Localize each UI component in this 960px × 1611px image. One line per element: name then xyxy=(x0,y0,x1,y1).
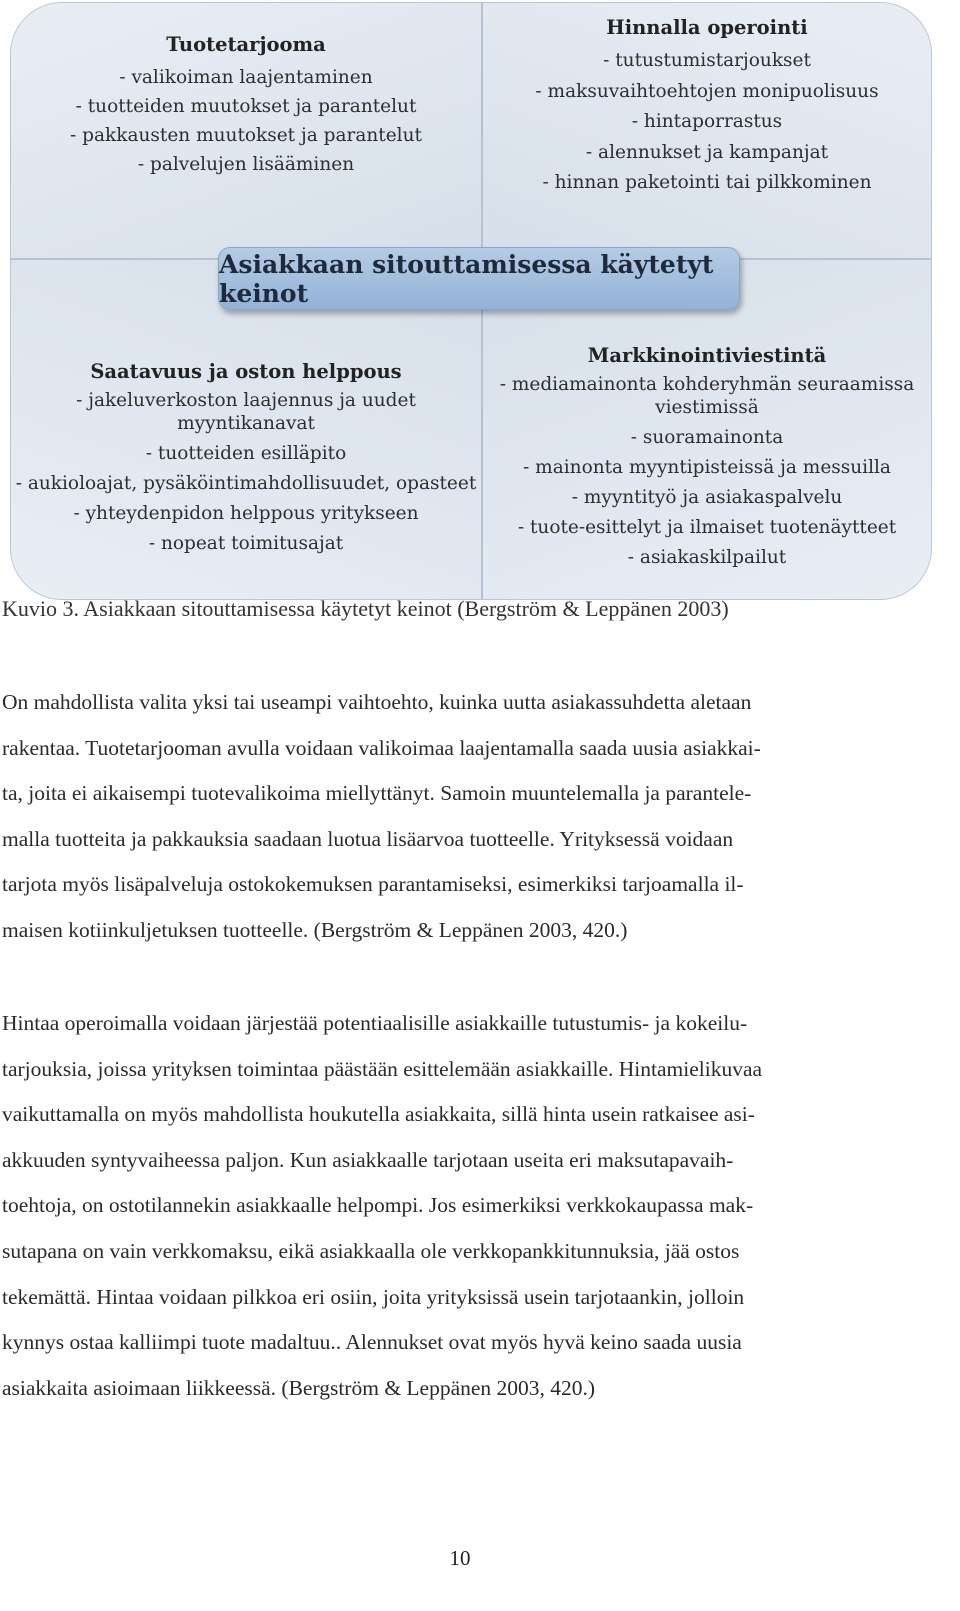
list-item: - aukioloajat, pysäköintimahdollisuudet, opasteet xyxy=(15,472,477,494)
list-item: - alennukset ja kampanjat xyxy=(585,141,829,163)
text-line: tarjouksia, joissa yrityksen toimintaa päästään esittelemään asiakkaille. Hintamielikuvaa xyxy=(2,1056,763,1081)
text-line: maisen kotiinkuljetuksen tuotteelle. (Bergström & Leppänen 2003, 420.) xyxy=(2,917,628,942)
page-number: 10 xyxy=(449,1546,471,1570)
text-line: tekemättä. Hintaa voidaan pilkkoa eri osiin, joita yrityksissä usein tarjotaankin, jolloin xyxy=(2,1284,745,1309)
list-item: - mainonta myyntipisteissä ja messuilla xyxy=(523,456,891,478)
list-item: - myyntityö ja asiakaspalvelu xyxy=(571,487,843,509)
list-item: - maksuvaihtoehtojen monipuolisuus xyxy=(535,80,879,102)
list-item: - pakkausten muutokset ja parantelut xyxy=(70,125,422,147)
paragraph xyxy=(2,680,902,954)
list-item: - mediamainonta kohderyhmän seuraamissa viestimissä xyxy=(499,374,915,418)
text-line: akkuuden syntyvaiheessa paljon. Kun asiakkaalle tarjotaan useita eri maksutapavaih- xyxy=(2,1147,734,1172)
text-line: Hintaa operoimalla voidaan järjestää potentiaalisille asiakkaille tutustumis- ja kokeilu- xyxy=(2,1011,748,1035)
list-item: - tuotteiden esilläpito xyxy=(145,442,347,464)
list-item: - suoramainonta xyxy=(630,426,784,448)
diagram xyxy=(10,2,932,600)
list-item: - tutustumistarjoukset xyxy=(603,50,811,72)
list-item: - jakeluverkoston laajennus ja uudet myyntikanavat xyxy=(76,390,416,434)
quadrant-title: Saatavuus ja oston helppous xyxy=(90,360,402,383)
text-line: ta, joita ei aikaisempi tuotevalikoima miellyttänyt. Samoin muuntelemalla ja parantele- xyxy=(2,781,752,806)
list-item: - asiakaskilpailut xyxy=(627,547,787,569)
text-line: tarjota myös lisäpalveluja ostokokemuksen parantamiseksi, esimerkiksi tarjoamalla il- xyxy=(2,872,744,897)
list-item: - hinnan paketointi tai pilkkominen xyxy=(542,172,872,194)
figure-caption: Kuvio 3. Asiakkaan sitouttamisessa käytetyt keinot (Bergström & Leppänen 2003) xyxy=(2,596,729,621)
list-item: - valikoiman laajentaminen xyxy=(119,66,373,88)
text-line: vaikuttamalla on myös mahdollista houkutella asiakkaita, sillä hinta usein ratkaisee asi- xyxy=(2,1102,755,1127)
center-label: Asiakkaan sitouttamisessa käytetyt keinot xyxy=(218,247,740,310)
text-line: rakentaa. Tuotetarjooman avulla voidaan valikoimaa laajentamalla saada uusia asiakkai- xyxy=(2,735,761,760)
list-item: - yhteydenpidon helppous yritykseen xyxy=(73,503,419,525)
list-item: - palvelujen lisääminen xyxy=(137,154,355,176)
list-item: - tuotteiden muutokset ja parantelut xyxy=(75,96,417,118)
list-item: - hintaporrastus xyxy=(631,111,783,133)
quadrant-title: Tuotetarjooma xyxy=(166,33,326,56)
text-line: On mahdollista valita yksi tai useampi vaihtoehto, kuinka uutta asiakassuhdetta aletaan xyxy=(2,690,752,714)
list-item: - tuote-esittelyt ja ilmaiset tuotenäytteet xyxy=(517,517,897,539)
text-line: kynnys ostaa kalliimpi tuote madaltuu.. Alennukset ovat myös hyvä keino saada uusia xyxy=(2,1330,742,1355)
text-line: sutapana on vain verkkomaksu, eikä asiakkaalla ole verkkopankkitunnuksia, jää ostos xyxy=(2,1238,740,1263)
text-line: malla tuotteita ja pakkauksia saadaan luotua lisäarvoa tuotteelle. Yrityksessä voidaan xyxy=(2,826,734,851)
quadrant-title: Hinnalla operointi xyxy=(606,16,808,39)
quadrant-product-offering xyxy=(11,3,481,258)
quadrant-availability xyxy=(11,260,481,599)
list-item: - nopeat toimitusajat xyxy=(148,533,344,555)
quadrant-pricing xyxy=(483,3,931,258)
quadrant-title: Markkinointiviestintä xyxy=(587,344,827,367)
text-line: asiakkaita asioimaan liikkeessä. (Bergström & Leppänen 2003, 420.) xyxy=(2,1375,596,1400)
paragraph xyxy=(2,1001,902,1411)
text-line: toehtoja, on ostotilannekin asiakkaalle helpompi. Jos esimerkiksi verkkokaupassa mak- xyxy=(2,1193,754,1218)
quadrant-marketing-communication xyxy=(483,260,931,599)
